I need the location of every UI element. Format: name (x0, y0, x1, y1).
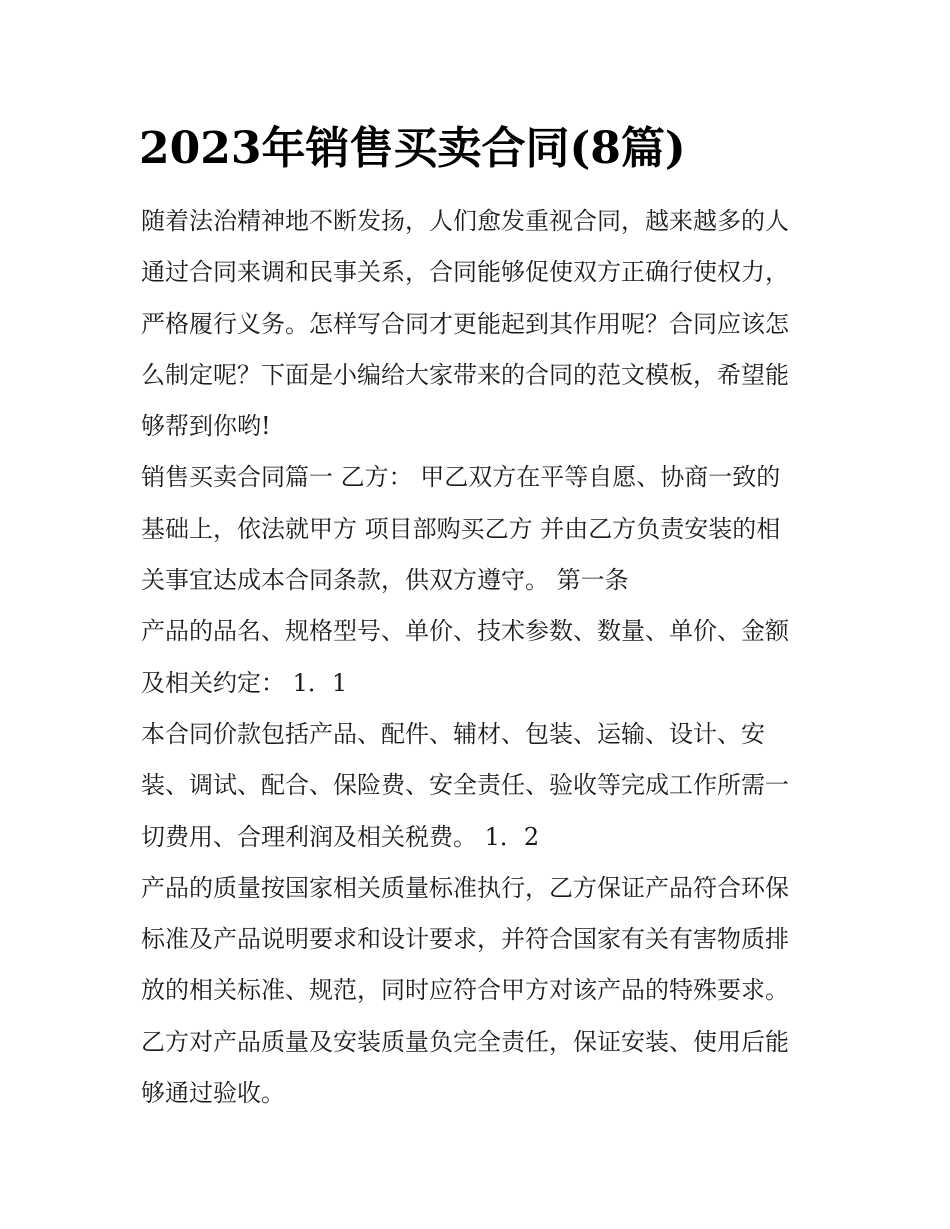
text-line: 严格履行义务。怎样写合同才更能起到其作用呢？合同应该怎 (141, 309, 789, 338)
document-title: 2023年销售买卖合同(8篇) (139, 123, 686, 174)
text-line: 随着法治精神地不断发扬，人们愈发重视合同，越来越多的人 (141, 207, 789, 235)
text-line: 够通过验收。 (141, 1079, 285, 1108)
text-line: 本合同价款包括产品、配件、辅材、包装、运输、设计、安 (141, 719, 765, 748)
text-line: 标准及产品说明要求和设计要求，并符合国家有关有害物质排 (141, 925, 789, 954)
text-line: 切费用、合理利润及相关税费。 1．2 (141, 822, 540, 851)
text-line: 关事宜达成本合同条款，供双方遵守。 第一条 (141, 566, 629, 595)
text-line: 及相关约定： 1．1 (141, 668, 348, 697)
text-line: 放的相关标准、规范，同时应符合甲方对该产品的特殊要求。 (141, 976, 789, 1005)
text-line: 么制定呢？下面是小编给大家带来的合同的范文模板，希望能 (141, 360, 789, 389)
text-line: 销售买卖合同篇一 乙方： 甲乙双方在平等自愿、协商一致的 (141, 463, 781, 492)
document-body (141, 196, 821, 1119)
text-line: 乙方对产品质量及安装质量负完全责任，保证安装、使用后能 (141, 1027, 789, 1056)
text-line: 够帮到你哟! (141, 412, 271, 441)
text-line: 产品的品名、规格型号、单价、技术参数、数量、单价、金额 (141, 617, 789, 646)
text-line: 产品的质量按国家相关质量标准执行，乙方保证产品符合环保 (141, 873, 789, 902)
text-line: 通过合同来调和民事关系，合同能够促使双方正确行使权力， (141, 258, 789, 287)
text-line: 基础上，依法就甲方 项目部购买乙方 并由乙方负责安装的相 (141, 514, 781, 543)
text-line: 装、调试、配合、保险费、安全责任、验收等完成工作所需一 (141, 771, 789, 800)
